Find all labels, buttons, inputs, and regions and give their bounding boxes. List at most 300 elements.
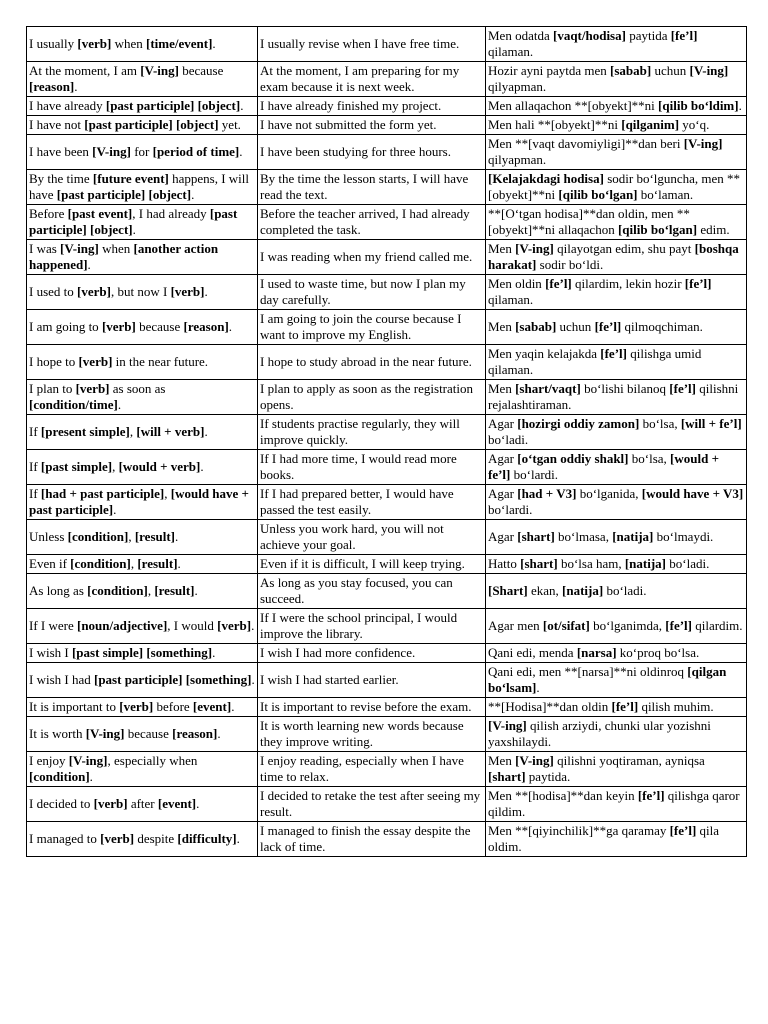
cell-text: bo‘lganimda,	[589, 618, 666, 633]
cell-text: .	[117, 397, 122, 412]
cell-text: happens, I will have	[29, 171, 250, 202]
placeholder-text: [verb]	[119, 699, 154, 714]
cell-text: .	[212, 645, 216, 660]
cell-text: By the time the lesson starts, I will have read the text.	[260, 171, 469, 202]
placeholder-text: [present simple]	[40, 424, 130, 439]
cell-text: Men hali **[obyekt]**ni	[488, 117, 622, 132]
placeholder-text: [verb]	[77, 36, 112, 51]
placeholder-text: [shart]	[517, 529, 555, 544]
example-cell	[258, 822, 486, 857]
cell-text: , I had already	[132, 206, 210, 221]
pattern-cell	[27, 787, 258, 822]
cell-text: I have been studying for three hours.	[260, 144, 451, 159]
cell-text: I wish I had more confidence.	[260, 645, 416, 660]
uzbek-cell	[486, 135, 747, 170]
cell-text: I managed to finish the essay despite the lack of time.	[260, 823, 471, 854]
cell-text: .	[194, 583, 198, 598]
table-row	[27, 787, 747, 822]
pattern-cell	[27, 555, 258, 574]
uzbek-cell	[486, 717, 747, 752]
cell-text: Men	[488, 753, 516, 768]
table-row	[27, 27, 747, 62]
cell-text: qilishni yoqtiraman, ayniqsa	[553, 753, 705, 768]
example-cell	[258, 345, 486, 380]
pattern-cell	[27, 574, 258, 609]
pattern-cell	[27, 205, 258, 240]
cell-text: If I had more time, I would read more books.	[260, 451, 457, 482]
placeholder-text: [o‘tgan oddiy shakl]	[517, 451, 629, 466]
placeholder-text: [verb]	[78, 354, 113, 369]
example-cell	[258, 717, 486, 752]
uzbek-cell	[486, 27, 747, 62]
placeholder-text: [condition]	[87, 583, 148, 598]
cell-text: bo‘laman.	[637, 187, 694, 202]
placeholder-text: [result]	[137, 556, 178, 571]
pattern-cell	[27, 62, 258, 97]
example-cell	[258, 574, 486, 609]
cell-text: ,	[164, 486, 171, 501]
cell-text: ,	[147, 583, 155, 598]
cell-text: Agar	[488, 486, 518, 501]
cell-text: because	[135, 319, 184, 334]
cell-text: I was	[29, 241, 61, 256]
cell-text: when	[111, 36, 146, 51]
table-row	[27, 520, 747, 555]
placeholder-text: [had + V3]	[517, 486, 577, 501]
cell-text: .	[177, 556, 181, 571]
cell-text: I usually revise when I have free time.	[260, 36, 460, 51]
uzbek-cell	[486, 116, 747, 135]
cell-text: bo‘ladi.	[603, 583, 647, 598]
cell-text: I usually	[29, 36, 78, 51]
placeholder-text: [verb]	[77, 284, 111, 299]
cell-text: .	[239, 144, 243, 159]
cell-text: Unless you work hard, you will not achieve your goal.	[260, 521, 444, 552]
cell-text: I enjoy reading, especially when I have time to relax.	[260, 753, 464, 784]
cell-text: bo‘lsa,	[639, 416, 681, 431]
cell-text: Men	[488, 381, 516, 396]
cell-text: bo‘ladi.	[666, 556, 710, 571]
cell-text: qilish arziydi, chunki ular yozishni yaxshilaydi.	[488, 718, 711, 749]
placeholder-text: [fe’l]	[670, 28, 698, 43]
placeholder-text: [hozirgi oddiy zamon]	[517, 416, 640, 431]
table-row	[27, 644, 747, 663]
uzbek-cell	[486, 520, 747, 555]
cell-text: Qani edi, men **[narsa]**ni oldinroq	[488, 664, 688, 679]
placeholder-text: [V-ing]	[488, 718, 527, 733]
cell-text: I managed to	[29, 831, 101, 846]
cell-text: .	[200, 459, 204, 474]
cell-text: bo‘ladi.	[488, 432, 529, 447]
cell-text: I enjoy	[29, 753, 69, 768]
placeholder-text: [past participle] [object]	[105, 98, 241, 113]
uzbek-cell	[486, 62, 747, 97]
cell-text: I plan to	[29, 381, 76, 396]
pattern-cell	[27, 275, 258, 310]
cell-text: Unless	[29, 529, 68, 544]
cell-text: Even if	[29, 556, 71, 571]
placeholder-text: [natija]	[562, 583, 604, 598]
cell-text: , but now I	[110, 284, 171, 299]
cell-text: .	[240, 98, 244, 113]
placeholder-text: [verb]	[93, 796, 128, 811]
table-row	[27, 310, 747, 345]
cell-text: Men **[qiyinchilik]**ga qaramay	[488, 823, 670, 838]
example-cell	[258, 555, 486, 574]
cell-text: bo‘lsa,	[628, 451, 671, 466]
cell-text: despite	[134, 831, 178, 846]
cell-text: yet.	[218, 117, 241, 132]
cell-text: because	[178, 63, 224, 78]
cell-text: I wish I had started earlier.	[260, 672, 399, 687]
cell-text: ko‘proq bo‘lsa.	[616, 645, 700, 660]
placeholder-text: [result]	[134, 529, 176, 544]
placeholder-text: [sabab]	[515, 319, 557, 334]
placeholder-text: [past participle] [object]	[29, 206, 238, 237]
placeholder-text: [shart]	[520, 556, 558, 571]
placeholder-text: [natija]	[624, 556, 667, 571]
cell-text: Men	[488, 241, 516, 256]
cell-text: It is worth	[29, 726, 86, 741]
placeholder-text: [sabab]	[610, 63, 652, 78]
uzbek-cell	[486, 787, 747, 822]
cell-text: .	[536, 680, 540, 695]
placeholder-text: [qilib bo‘ldim]	[658, 98, 739, 113]
cell-text: qilishni rejalashtiraman.	[488, 381, 739, 412]
cell-text: I have not	[29, 117, 85, 132]
placeholder-text: [condition/time]	[29, 397, 118, 412]
placeholder-text: [past simple] [something]	[71, 645, 213, 660]
placeholder-text: [Shart]	[488, 583, 528, 598]
example-cell	[258, 275, 486, 310]
table-row	[27, 170, 747, 205]
cell-text: qilaman.	[488, 292, 534, 307]
cell-text: uchun	[651, 63, 690, 78]
cell-text: qilardim.	[691, 618, 743, 633]
cell-text: **[Hodisa]**dan oldin	[488, 699, 612, 714]
placeholder-text: [will + fe’l]	[680, 416, 742, 431]
phrase-table	[26, 26, 747, 857]
cell-text: ,	[130, 556, 138, 571]
placeholder-text: [would have + past participle]	[29, 486, 249, 517]
cell-text: I used to	[29, 284, 78, 299]
cell-text: .	[251, 618, 255, 633]
cell-text: Agar	[488, 529, 518, 544]
placeholder-text: [V-ing]	[683, 136, 723, 151]
pattern-cell	[27, 485, 258, 520]
placeholder-text: [past participle] [object]	[56, 187, 192, 202]
example-cell	[258, 97, 486, 116]
placeholder-text: [qilib bo‘lgan]	[617, 222, 698, 237]
cell-text: Agar	[488, 451, 518, 466]
cell-text: .	[738, 98, 742, 113]
uzbek-cell	[486, 310, 747, 345]
cell-text: If	[29, 486, 41, 501]
example-cell	[258, 752, 486, 787]
cell-text: bo‘lmaydi.	[653, 529, 714, 544]
cell-text: .	[132, 222, 136, 237]
cell-text: Agar men	[488, 618, 543, 633]
table-row	[27, 275, 747, 310]
example-cell	[258, 450, 486, 485]
cell-text: Men oldin	[488, 276, 546, 291]
cell-text: As long as	[29, 583, 88, 598]
table-row	[27, 717, 747, 752]
example-cell	[258, 415, 486, 450]
placeholder-text: [qilib bo‘lgan]	[558, 187, 638, 202]
pattern-cell	[27, 717, 258, 752]
cell-text: As long as you stay focused, you can succeed.	[260, 575, 453, 606]
placeholder-text: [V-ing]	[68, 753, 108, 768]
placeholder-text: [event]	[192, 699, 232, 714]
placeholder-text: [noun/adjective]	[77, 618, 168, 633]
cell-text: Qani edi, menda	[488, 645, 577, 660]
example-cell	[258, 663, 486, 698]
uzbek-cell	[486, 555, 747, 574]
cell-text: ,	[129, 424, 137, 439]
example-cell	[258, 27, 486, 62]
cell-text: If	[29, 424, 41, 439]
cell-text: bo‘lardi.	[488, 502, 533, 517]
cell-text: I decided to	[29, 796, 94, 811]
cell-text: edim.	[697, 222, 730, 237]
example-cell	[258, 240, 486, 275]
cell-text: in the near future.	[112, 354, 209, 369]
cell-text: Before the teacher arrived, I had already completed the task.	[260, 206, 470, 237]
pattern-cell	[27, 97, 258, 116]
placeholder-text: [future event]	[92, 171, 169, 186]
cell-text: I have already finished my project.	[260, 98, 442, 113]
table-row	[27, 97, 747, 116]
placeholder-text: [fe’l]	[545, 276, 572, 291]
cell-text: .	[212, 36, 216, 51]
cell-text: If I were the school principal, I would improve the library.	[260, 610, 458, 641]
cell-text: after	[127, 796, 158, 811]
cell-text: qilishga umid qilaman.	[488, 346, 702, 377]
cell-text: qilmoqchiman.	[621, 319, 703, 334]
uzbek-cell	[486, 170, 747, 205]
placeholder-text: [condition]	[67, 529, 129, 544]
uzbek-cell	[486, 380, 747, 415]
uzbek-cell	[486, 97, 747, 116]
pattern-cell	[27, 170, 258, 205]
cell-text: Men **[hodisa]**dan keyin	[488, 788, 638, 803]
placeholder-text: [fe’l]	[594, 319, 622, 334]
cell-text: At the moment, I am preparing for my exam because it is next week.	[260, 63, 460, 94]
placeholder-text: [past participle] [object]	[84, 117, 219, 132]
example-cell	[258, 62, 486, 97]
placeholder-text: [fe’l]	[665, 618, 692, 633]
cell-text: uchun	[556, 319, 595, 334]
placeholder-text: [qilgan bo‘lsam]	[488, 664, 727, 695]
table-row	[27, 205, 747, 240]
uzbek-cell	[486, 609, 747, 644]
cell-text: qilish muhim.	[638, 699, 714, 714]
cell-text: qilardim, lekin hozir	[571, 276, 685, 291]
table-row	[27, 698, 747, 717]
placeholder-text: [fe’l]	[684, 276, 712, 291]
cell-text: bo‘lganida,	[576, 486, 642, 501]
cell-text: .	[228, 319, 233, 334]
cell-text: .	[87, 257, 91, 272]
example-cell	[258, 698, 486, 717]
cell-text: **[O‘tgan hodisa]**dan oldin, men **[obyekt]**ni allaqachon	[488, 206, 690, 237]
cell-text: qilyapman.	[488, 152, 547, 167]
cell-text: If students practise regularly, they will improve quickly.	[260, 416, 460, 447]
cell-text: .	[113, 502, 117, 517]
cell-text: I used to waste time, but now I plan my day carefully.	[260, 276, 466, 307]
placeholder-text: [reason]	[29, 79, 75, 94]
cell-text: It is important to revise before the exam.	[260, 699, 472, 714]
cell-text: Before	[29, 206, 68, 221]
placeholder-text: [ot/sifat]	[542, 618, 590, 633]
placeholder-text: [boshqa harakat]	[488, 241, 739, 272]
cell-text: paytida.	[525, 769, 571, 784]
placeholder-text: [fe’l]	[611, 699, 639, 714]
placeholder-text: [verb]	[100, 831, 135, 846]
table-row	[27, 450, 747, 485]
placeholder-text: [condition]	[70, 556, 131, 571]
table-row	[27, 240, 747, 275]
pattern-cell	[27, 663, 258, 698]
cell-text: Men **[vaqt davomiyligi]**dan beri	[488, 136, 684, 151]
placeholder-text: [would + verb]	[118, 459, 201, 474]
cell-text: If I had prepared better, I would have passed the test easily.	[260, 486, 454, 517]
cell-text: qilishga qaror qildim.	[488, 788, 740, 819]
cell-text: qilyapman.	[488, 79, 547, 94]
cell-text: I am going to	[29, 319, 102, 334]
placeholder-text: [V-ing]	[515, 753, 554, 768]
pattern-cell	[27, 240, 258, 275]
example-cell	[258, 380, 486, 415]
placeholder-text: [past participle] [something]	[94, 672, 252, 687]
uzbek-cell	[486, 574, 747, 609]
pattern-cell	[27, 450, 258, 485]
placeholder-text: [condition]	[29, 769, 90, 784]
cell-text: At the moment, I am	[29, 63, 141, 78]
cell-text: Hatto	[488, 556, 521, 571]
cell-text: .	[204, 284, 208, 299]
cell-text: .	[74, 79, 78, 94]
cell-text: before	[153, 699, 193, 714]
cell-text: for	[130, 144, 153, 159]
uzbek-cell	[486, 752, 747, 787]
cell-text: qilayotgan edim, shu payt	[553, 241, 695, 256]
cell-text: sodir bo‘lguncha, men **[obyekt]**ni	[488, 171, 741, 202]
placeholder-text: [fe’l]	[669, 823, 697, 838]
table-row	[27, 822, 747, 857]
uzbek-cell	[486, 275, 747, 310]
cell-text: I plan to apply as soon as the registration opens.	[260, 381, 474, 412]
placeholder-text: [fe’l]	[637, 788, 665, 803]
placeholder-text: [fe’l]	[669, 381, 696, 396]
cell-text: I have been	[29, 144, 93, 159]
cell-text: It is important to	[29, 699, 120, 714]
placeholder-text: [result]	[154, 583, 195, 598]
cell-text: bo‘lsa ham,	[557, 556, 625, 571]
placeholder-text: [verb]	[101, 319, 136, 334]
pattern-cell	[27, 644, 258, 663]
cell-text: .	[196, 796, 200, 811]
example-cell	[258, 485, 486, 520]
pattern-cell	[27, 415, 258, 450]
placeholder-text: [had + past participle]	[40, 486, 165, 501]
example-cell	[258, 644, 486, 663]
cell-text: qilaman.	[488, 44, 534, 59]
pattern-cell	[27, 380, 258, 415]
uzbek-cell	[486, 415, 747, 450]
placeholder-text: [natija]	[612, 529, 654, 544]
table-row	[27, 345, 747, 380]
placeholder-text: [difficulty]	[177, 831, 237, 846]
placeholder-text: [vaqt/hodisa]	[552, 28, 626, 43]
uzbek-cell	[486, 240, 747, 275]
table-row	[27, 135, 747, 170]
placeholder-text: [another action happened]	[29, 241, 219, 272]
pattern-cell	[27, 822, 258, 857]
cell-text: ,	[112, 459, 119, 474]
placeholder-text: [shart]	[488, 769, 526, 784]
placeholder-text: [qilganim]	[621, 117, 680, 132]
cell-text: Even if it is difficult, I will keep trying.	[260, 556, 465, 571]
table-row	[27, 116, 747, 135]
table-row	[27, 609, 747, 644]
pattern-cell	[27, 135, 258, 170]
placeholder-text: [reason]	[183, 319, 229, 334]
placeholder-text: [event]	[157, 796, 197, 811]
example-cell	[258, 116, 486, 135]
cell-text: , I would	[167, 618, 218, 633]
placeholder-text: [past event]	[67, 206, 133, 221]
example-cell	[258, 787, 486, 822]
cell-text: I wish I	[29, 645, 72, 660]
cell-text: I have already	[29, 98, 106, 113]
cell-text: bo‘lishi bilanoq	[580, 381, 670, 396]
placeholder-text: [verb]	[75, 381, 110, 396]
placeholder-text: [verb]	[217, 618, 252, 633]
example-cell	[258, 205, 486, 240]
cell-text: Men allaqachon **[obyekt]**ni	[488, 98, 659, 113]
cell-text: sodir bo‘ldi.	[536, 257, 604, 272]
cell-text: when	[98, 241, 134, 256]
example-cell	[258, 135, 486, 170]
placeholder-text: [V-ing]	[140, 63, 179, 78]
cell-text: Hozir ayni paytda men	[488, 63, 611, 78]
phrase-table-body	[27, 27, 747, 857]
placeholder-text: [verb]	[170, 284, 205, 299]
cell-text: .	[251, 672, 255, 687]
placeholder-text: [V-ing]	[92, 144, 131, 159]
placeholder-text: [narsa]	[576, 645, 617, 660]
placeholder-text: [fe’l]	[600, 346, 627, 361]
pattern-cell	[27, 520, 258, 555]
cell-text: Men	[488, 319, 516, 334]
example-cell	[258, 520, 486, 555]
table-row	[27, 663, 747, 698]
pattern-cell	[27, 27, 258, 62]
cell-text: I wish I had	[29, 672, 94, 687]
cell-text: qila oldim.	[488, 823, 720, 854]
pattern-cell	[27, 116, 258, 135]
cell-text: By the time	[29, 171, 93, 186]
placeholder-text: [V-ing]	[60, 241, 99, 256]
cell-text: because	[124, 726, 173, 741]
cell-text: bo‘lardi.	[510, 467, 559, 482]
cell-text: I hope to	[29, 354, 79, 369]
cell-text: .	[191, 187, 195, 202]
uzbek-cell	[486, 345, 747, 380]
cell-text: .	[175, 529, 179, 544]
